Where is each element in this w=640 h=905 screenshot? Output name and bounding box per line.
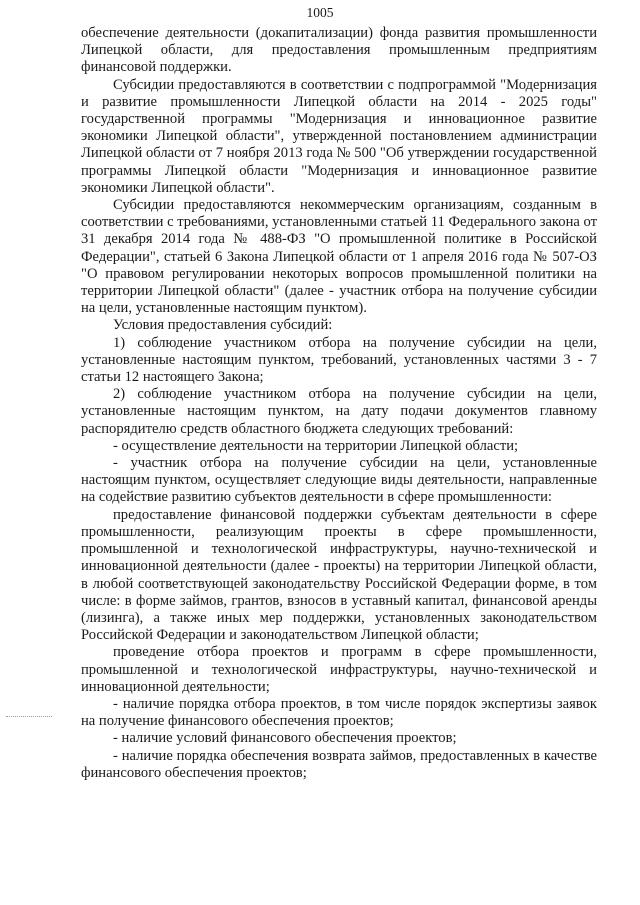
paragraph-1: обеспечение деятельности (докапитализации) фонда развития промышленности Липецкой области, для предоставления промышленным предприятиям финансовой поддержки. [81,25,597,76]
paragraph-4: Условия предоставления субсидий: [113,317,333,334]
page-number: 1005 [306,5,334,20]
margin-mark [6,716,52,720]
paragraph-12: - наличие условий финансового обеспечения проектов; [113,730,457,747]
paragraph-2: Субсидии предоставляются в соответствии с подпрограммой "Модернизация и развитие промышленности Липецкой области на 2014 - 2025 годы" государственной программы "Модернизация и инновационное развитие экономики Липецкой области", утвержденной постановлением администрации Липецкой области от 7 ноября 2013 года № 500 "Об утверждении государственной программы Липецкой области "Модернизация и инновационное развитие экономики Липецкой области". [81,76,597,196]
paragraph-7: - осуществление деятельности на территории Липецкой области; [113,437,519,454]
paragraph-9: предоставление финансовой поддержки субъектам деятельности в сфере промышленности, реализующим проекты в сфере промышленности, промышленной и технологической инфраструктуры, научно-технической и инновационной деятельности (далее - проекты) на территории Липецкой области, в любой соответствующей законодательству Российской Федерации форме, в том числе: в форме займов, грантов, взносов в уставный капитал, финансовой аренды (лизинга), а также иных мер поддержки, установленных законодательством Российской Федерации и законодательством Липецкой области; [81,506,597,644]
paragraph-13: - наличие порядка обеспечения возврата займов, предоставленных в качестве финансового обеспечения проектов; [81,747,597,781]
document-body [81,25,597,782]
paragraph-11: - наличие порядка отбора проектов, в том числе порядок экспертизы заявок на получение финансового обеспечения проектов; [81,695,597,730]
paragraph-3: Субсидии предоставляются некоммерческим организациям, созданным в соответствии с требованиями, установленными статьей 11 Федерального закона от 31 декабря 2014 года № 488-ФЗ "О промышленной политике в Российской Федерации", статьей 6 Закона Липецкой области от 1 апреля 2016 года № 507-ОЗ "О правовом регулировании некоторых вопросов промышленной политики на территории Липецкой области" (далее - участник отбора на получение субсидии на цели, установленные настоящим пунктом). [81,197,597,317]
paragraph-10: проведение отбора проектов и программ в сфере промышленности, промышленной и технологической инфраструктуры, научно-технической и инновационной деятельности; [81,644,597,695]
paragraph-8: - участник отбора на получение субсидии на цели, установленные настоящим пунктом, осуществляет следующие виды деятельности, направленные на содействие развитию субъектов деятельности в сфере промышленности: [81,455,597,506]
paragraph-5: 1) соблюдение участником отбора на получение субсидии на цели, установленные настоящим пунктом, требований, установленных частями 3 - 7 статьи 12 настоящего Закона; [81,334,597,386]
paragraph-6: 2) соблюдение участником отбора на получение субсидии на цели, установленные настоящим пунктом, на дату подачи документов главному распорядителю средств областного бюджета следующих требований: [81,386,597,437]
